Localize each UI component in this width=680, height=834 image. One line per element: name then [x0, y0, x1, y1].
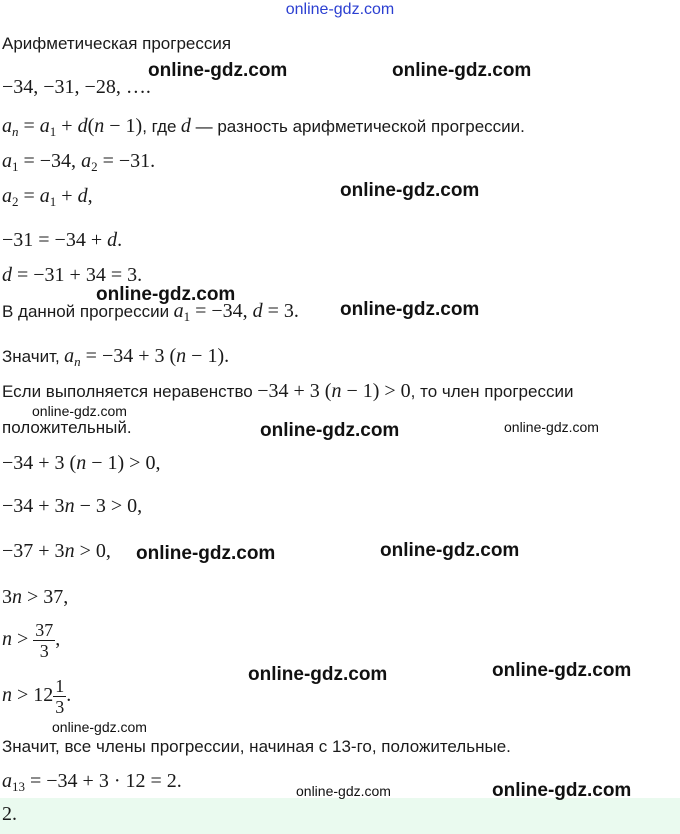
fraction-1-3: $\frac{1}{3}$ [55, 676, 65, 717]
watermark: online-gdz.com [260, 420, 400, 441]
sequence-line: −34, −31, −28, …. [2, 76, 151, 98]
watermark-small: online-gdz.com [32, 403, 127, 419]
solve-step-4: 3n > 37, [2, 586, 69, 608]
solve-step-2: −34 + 3n − 3 > 0, [2, 495, 143, 517]
watermark: online-gdz.com [492, 780, 632, 801]
nth-term-math: $a_n = -34 + 3$ (n − 1). [64, 345, 230, 369]
watermark: online-gdz.com [380, 540, 520, 561]
watermark: online-gdz.com [340, 299, 480, 320]
params-intro-text: В данной прогрессии [2, 302, 170, 321]
given-values-line: $a_1 = -34$, $a_2 = -31$. [2, 150, 156, 174]
formula-math: $a_n = a_1 + d(n - 1)$ [2, 115, 143, 139]
inequality-intro-line [2, 380, 573, 403]
watermark: online-gdz.com [96, 284, 236, 305]
watermark: online-gdz.com [148, 60, 288, 81]
inequality-tail2-text: положительный. [2, 418, 132, 437]
inequality-math: −34 + 3 (n − 1) > 0 [257, 380, 411, 402]
formula-where-text: , где [142, 117, 177, 136]
watermark: online-gdz.com [492, 660, 632, 681]
inequality-intro-text: Если выполняется неравенство [2, 382, 253, 401]
solve-step-3: −37 + 3n > 0, [2, 540, 111, 562]
params-math: $a_1 = -34$, d = 3. [173, 300, 299, 324]
difference-result-line: d = −31 + 34 = 3. [2, 264, 143, 286]
inequality-tail-text: , то член прогрессии [410, 382, 574, 401]
watermark-small: online-gdz.com [504, 419, 599, 435]
formula-d-symbol: d [180, 115, 191, 137]
general-formula-line [2, 115, 525, 140]
solve-step-6: n > 12 $\frac{1}{3}$ . [2, 676, 72, 717]
a13-line: $a_{13} = -34 + 3 \cdot 12 = 2$. [2, 770, 182, 794]
watermark-small: online-gdz.com [296, 783, 391, 799]
nth-term-intro-text: Значит, [2, 347, 60, 366]
solve-step-1: −34 + 3 (n − 1) > 0, [2, 452, 161, 474]
site-header-link[interactable]: online-gdz.com [285, 1, 395, 18]
solve-step-5: n > $\frac{37}{3}$ , [2, 620, 61, 661]
answer-text: 2. [2, 803, 17, 825]
watermark: online-gdz.com [136, 543, 276, 564]
watermark: online-gdz.com [392, 60, 532, 81]
page-title: Арифметическая прогрессия [2, 34, 232, 53]
relation-line: $a_2 = a_1 + d$, [2, 185, 93, 209]
watermark: online-gdz.com [248, 664, 388, 685]
substitution-line: −31 = −34 + d. [2, 229, 123, 251]
watermark: online-gdz.com [340, 180, 480, 201]
watermark-small: online-gdz.com [52, 719, 147, 735]
formula-diff-text: — разность арифметической прогрессии. [190, 117, 525, 136]
fraction-37-3: $\frac{37}{3}$ [35, 620, 54, 661]
nth-term-line [2, 345, 229, 370]
final-statement: Значит, все члены прогрессии, начиная с 13-го, положительные. [2, 737, 511, 756]
answer-bar [0, 798, 680, 834]
